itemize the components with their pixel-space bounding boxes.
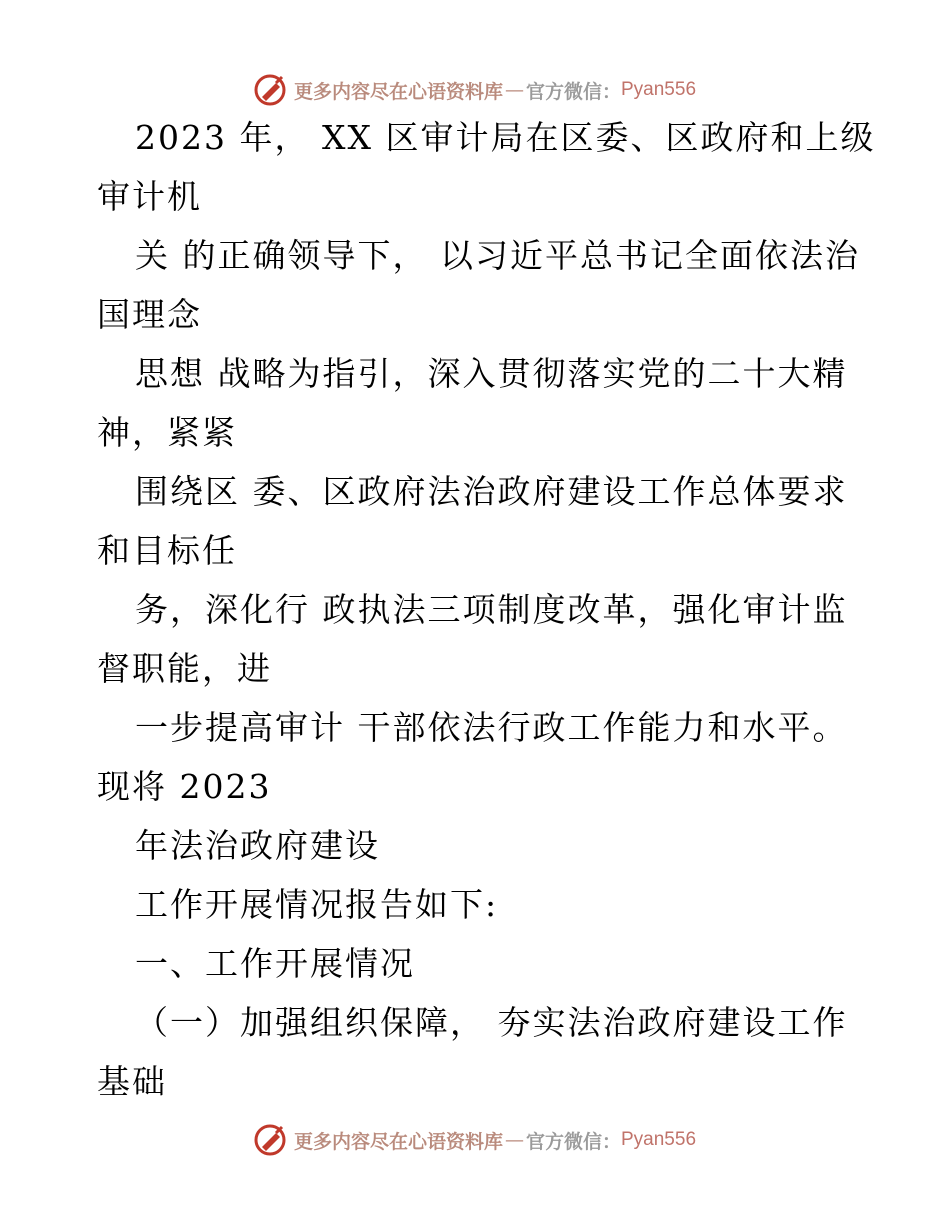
text-line: 工作开展情况报告如下: xyxy=(135,885,499,924)
watermark-wechat-label: 官方微信： xyxy=(525,80,621,103)
watermark-text: 更多内容尽在心语资料库 xyxy=(293,80,503,103)
watermark-banner-bottom xyxy=(0,1120,950,1160)
watermark-wechat-label: 官方微信： xyxy=(525,1130,621,1153)
watermark-text: 更多内容尽在心语资料库 xyxy=(293,1130,503,1153)
text-line: 审计机 xyxy=(97,177,202,216)
text-line: 神，紧紧 xyxy=(97,413,237,452)
text-line: 关 的正确领导下， 以习近平总书记全面依法治 xyxy=(135,236,860,275)
red-seal-pen-logo-icon xyxy=(254,1123,288,1157)
watermark-wechat-id: Pyan556 xyxy=(621,79,697,100)
section-heading: 一、工作开展情况 xyxy=(135,944,415,983)
text-line: 督职能，进 xyxy=(97,649,272,688)
watermark-dash: — xyxy=(504,79,524,101)
text-line: 年法治政府建设 xyxy=(135,826,380,865)
watermark-banner-top xyxy=(0,70,950,110)
text-line: 基础 xyxy=(97,1062,167,1101)
watermark-wechat-id: Pyan556 xyxy=(621,1129,697,1150)
red-seal-pen-logo-icon xyxy=(254,73,288,107)
text-line: 国理念 xyxy=(97,295,202,334)
text-line: 思想 战略为指引，深入贯彻落实党的二十大精 xyxy=(135,354,848,393)
subsection-heading: （一）加强组织保障， 夯实法治政府建设工作 xyxy=(135,1003,848,1042)
text-line: 务，深化行 政执法三项制度改革，强化审计监 xyxy=(135,590,848,629)
text-line: 现将 2023 xyxy=(97,767,272,806)
text-line: 2023 年， XX 区审计局在区委、区政府和上级 xyxy=(135,118,876,157)
text-line: 一步提高审计 干部依法行政工作能力和水平。 xyxy=(135,708,848,747)
watermark-dash: — xyxy=(504,1129,524,1151)
text-line: 围绕区 委、区政府法治政府建设工作总体要求 xyxy=(135,472,848,511)
text-line: 和目标任 xyxy=(97,531,237,570)
